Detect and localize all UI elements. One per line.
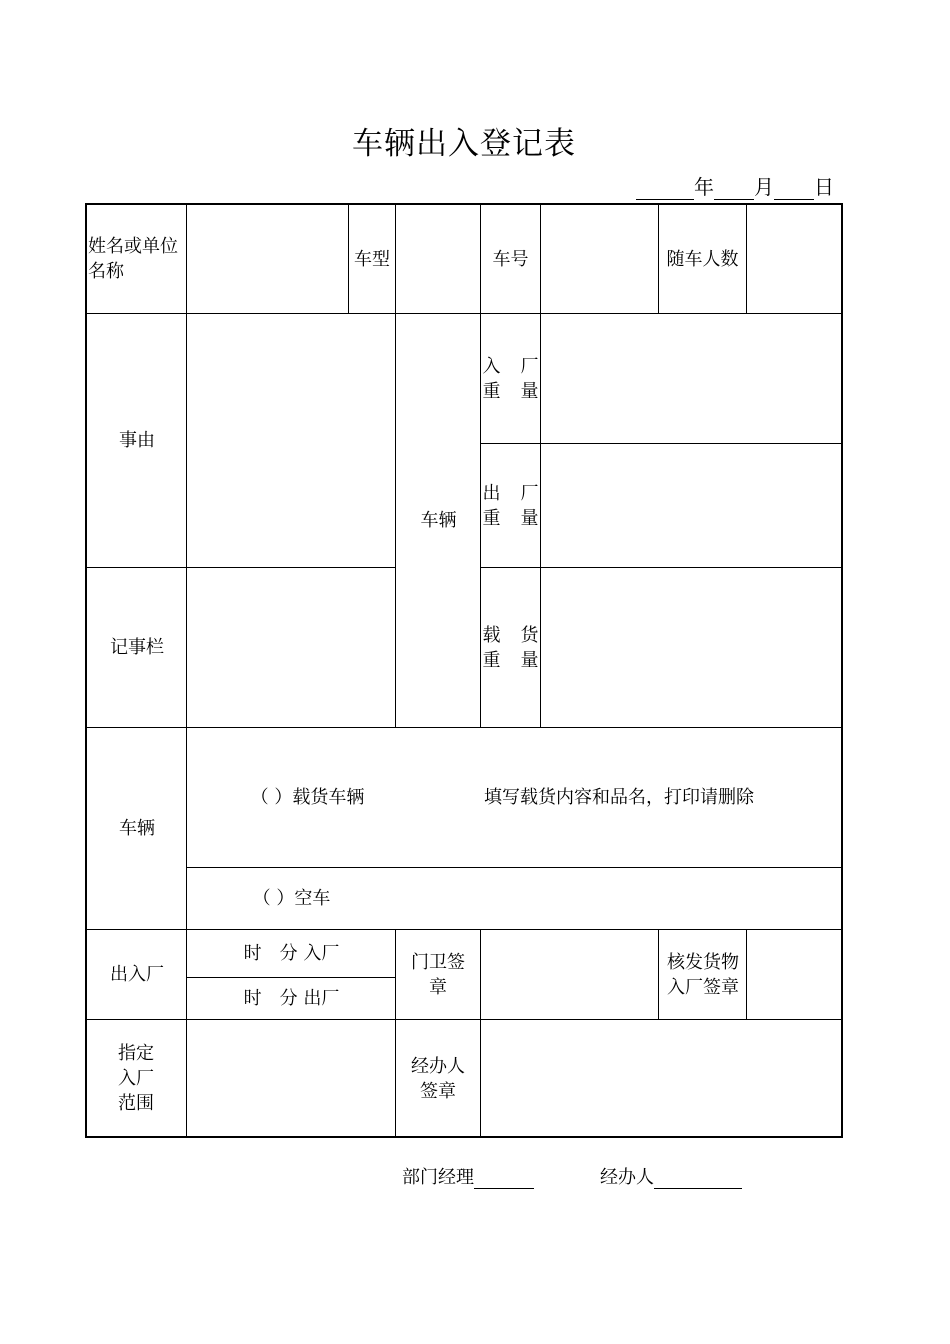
empty-vehicle-field[interactable]: [397, 868, 841, 929]
month-blank[interactable]: [714, 177, 754, 200]
vehicle-weight-label: 车辆: [420, 510, 457, 531]
out-weight-label: 出 厂 重 量: [482, 482, 539, 529]
guard-sign-label: 门卫签章: [411, 951, 465, 998]
date-line: [636, 171, 834, 200]
day-blank[interactable]: [774, 177, 814, 200]
col-line: [395, 929, 396, 1137]
range-label: 指定入厂范围: [118, 1043, 154, 1114]
day-label: 日: [814, 175, 834, 199]
range-field[interactable]: [188, 1020, 395, 1137]
exit-time-field[interactable]: 时 分 出厂: [243, 988, 340, 1009]
reason-label: 事由: [119, 430, 155, 451]
out-weight-field[interactable]: [542, 444, 841, 567]
month-label: 月: [754, 175, 774, 199]
handler-label: 经办人: [600, 1167, 654, 1188]
load-weight-label: 载 货 重 量: [482, 624, 539, 671]
year-label: 年: [694, 175, 714, 199]
goods-sign-label: 核发货物入厂签章: [667, 951, 739, 998]
notes-label: 记事栏: [110, 637, 164, 658]
plate-label: 车号: [492, 248, 529, 270]
loaded-goods-field[interactable]: 填写载货内容和品名，打印请删除: [484, 787, 754, 808]
loaded-vehicle-option[interactable]: （ ）载货车辆: [250, 787, 365, 808]
vehicle-type-label: 车辆: [119, 818, 155, 839]
passengers-field[interactable]: [747, 205, 841, 313]
model-label: 车型: [354, 248, 390, 270]
page-title: 车辆出入登记表: [352, 126, 576, 162]
goods-sign-field[interactable]: [747, 930, 841, 1019]
notes-field[interactable]: [188, 568, 395, 727]
model-field[interactable]: [397, 205, 480, 313]
handler-sign-field[interactable]: [481, 1020, 841, 1137]
manager-signature: [402, 1163, 534, 1189]
reason-field[interactable]: [188, 314, 395, 567]
plate-field[interactable]: [541, 205, 658, 313]
handler-signature-blank[interactable]: [654, 1166, 742, 1189]
handler-signature: [600, 1163, 742, 1189]
name-label: 姓名或单位名称: [88, 236, 178, 282]
manager-signature-blank[interactable]: [474, 1166, 534, 1189]
in-weight-field[interactable]: [542, 314, 841, 443]
handler-sign-label: 经办人签章: [411, 1055, 465, 1102]
load-weight-field[interactable]: [542, 568, 841, 727]
empty-vehicle-option[interactable]: （ ）空车: [252, 888, 331, 909]
in-weight-label: 入 厂 重 量: [482, 355, 539, 402]
entry-exit-label: 出入厂: [110, 964, 164, 985]
entry-time-field[interactable]: 时 分 入厂: [243, 943, 340, 964]
manager-label: 部门经理: [402, 1167, 474, 1188]
name-field[interactable]: [188, 205, 347, 313]
year-blank[interactable]: [636, 177, 694, 200]
passengers-label: 随车人数: [666, 248, 739, 270]
col-line: [658, 929, 659, 1020]
guard-sign-field[interactable]: [481, 930, 658, 1019]
